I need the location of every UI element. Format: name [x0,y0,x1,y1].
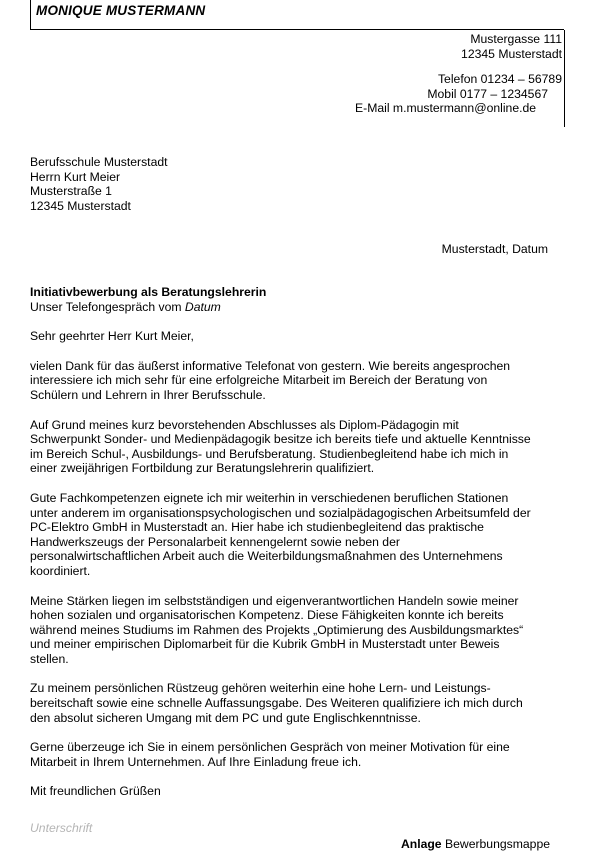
paragraph-line: während meines Studiums im Rahmen des Projekts „Optimierung des Ausbildungsmarktes“ [30,622,524,637]
sender-name: MONIQUE MUSTERMANN [36,3,206,18]
paragraph-line: Gute Fachkompetenzen eignete ich mir weiterhin in verschiedenen beruflichen Stationen [30,490,509,505]
sender-phone: Telefon 01234 – 56789 [437,72,562,86]
paragraph-line: Auf Grund meines kurz bevorstehenden Abschlusses als Diplom-Pädagogin mit [30,417,459,432]
sender-mobile: Mobil 0177 – 1234567 [427,86,548,101]
paragraph-line: koordiniert. [30,563,91,578]
paragraph-line: Schülern und Lehrern in Ihrer Berufsschule. [30,387,266,402]
signature-placeholder: Unterschrift [30,821,93,836]
recipient-street: Musterstraße 1 [30,184,112,199]
letter-body [30,285,560,836]
paragraph [30,681,560,725]
enclosure-note [401,837,550,852]
enclosure-value: Bewerbungsmappe [441,837,550,851]
paragraph-line: Gerne überzeuge ich Sie in einem persönlichen Gespräch von meiner Motivation für eine [30,740,510,755]
paragraph-line: hohen sozialen und organisatorischen Kompetenz. Diese Fähigkeiten konnte ich bereits [30,608,504,623]
letter-date: Musterstadt, Datum [441,242,548,256]
paragraph-line: einer zweijährigen Fortbildung zur Beratungslehrerin qualifiziert. [30,461,375,476]
paragraph [30,418,560,476]
recipient-person: Herrn Kurt Meier [30,169,121,184]
paragraph-line: interessiere ich mich sehr für eine erfolgreiche Mitarbeit im Bereich der Beratung von [30,373,488,388]
letterhead-frame-right-rule [564,30,565,127]
paragraph [30,594,560,667]
closing: Mit freundlichen Grüßen [30,784,161,799]
salutation: Sehr geehrter Herr Kurt Meier, [30,329,194,344]
paragraph-line: Handwerkszeugs der Personalarbeit kennengelernt sowie neben der [30,534,400,549]
paragraph-line: PC-Elektro GmbH in Musterstadt an. Hier habe ich studienbegleitend das praktische [30,520,484,535]
paragraph [30,491,560,579]
reference-date: Datum [184,299,221,314]
paragraph-line: den absolut sicheren Umgang mit dem PC und gute Englischkenntnisse. [30,710,421,725]
paragraph-line: Zu meinem persönlichen Rüstzeug gehören weiterhin eine hohe Lern- und Leistungs- [30,681,491,696]
paragraph-line: Meine Stärken liegen im selbstständigen und eigenverantwortlichen Handeln sowie meiner [30,593,519,608]
paragraph-line: stellen. [30,651,69,666]
paragraph [30,359,560,403]
sender-contact [427,72,562,101]
enclosure-label: Anlage [400,837,442,851]
letter-subject: Initiativbewerbung als Beratungslehrerin [30,285,267,299]
reference-prefix: Unser Telefongespräch vom [30,299,185,314]
paragraph-line: unter anderem im organisationspsychologischen und sozialpädagogischen Arbeitsumfeld der [30,505,531,520]
recipient-address [30,155,168,213]
sender-street: Mustergasse 111 [470,32,562,46]
sender-email: E-Mail m.mustermann@online.de [355,101,537,115]
paragraph-line: personalwirtschaftlichen Arbeit auch die Weiterbildungsmaßnahmen des Unternehmens [30,549,503,564]
paragraph-line: bereitschaft sowie eine schnelle Auffassungsgabe. Des Weiteren qualifiziere ich mich durch [30,696,523,711]
recipient-city: 12345 Musterstadt [30,198,131,213]
sender-address [461,32,562,61]
paragraph-line: Mitarbeit in Ihrem Unternehmen. Auf Ihre Einladung freue ich. [30,754,362,769]
paragraph [30,740,560,769]
recipient-org: Berufsschule Musterstadt [30,155,168,169]
paragraph-line: Schwerpunkt Sonder- und Medienpädagogik besitze ich bereits tiefe und aktuelle Kenntnisse [30,432,531,447]
paragraph-line: vielen Dank für das äußerst informative Telefonat von gestern. Wie bereits angesprochen [30,358,511,373]
paragraph-line: im Bereich Schul-, Ausbildungs- und Berufsberatung. Studienbegleitend habe ich mich in [30,446,509,461]
reference-line [30,300,560,315]
sender-city: 12345 Musterstadt [461,46,562,61]
paragraph-line: und meiner empirischen Diplomarbeit für die Kubrik GmbH in Musterstadt unter Beweis [30,637,500,652]
